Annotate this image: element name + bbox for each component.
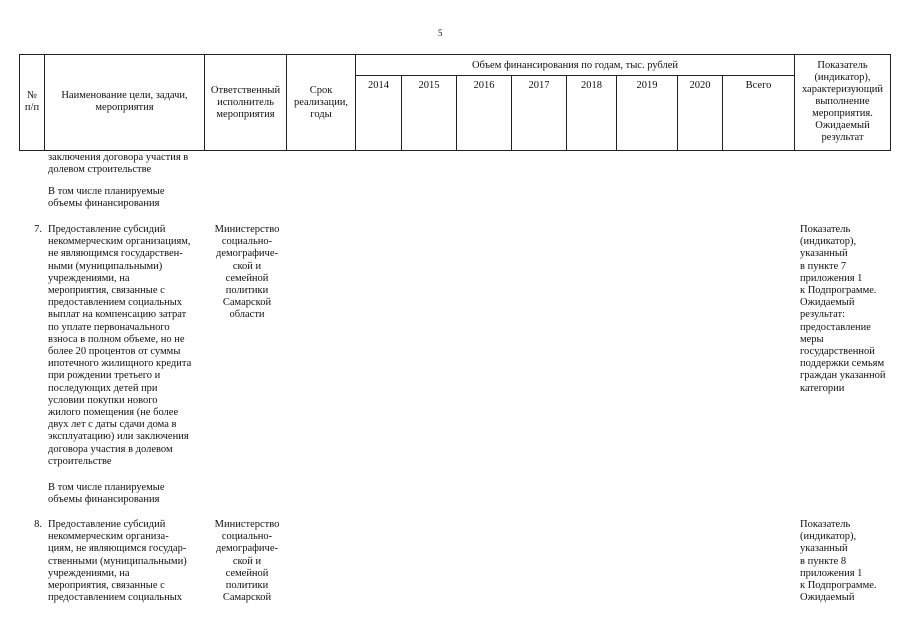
row-7-planned: В том числе планируемые объемы финансирования bbox=[48, 482, 165, 506]
header-num: № п/п bbox=[24, 90, 40, 113]
header-name: Наименование цели, задачи, мероприятия bbox=[61, 90, 188, 113]
header-total: Всего bbox=[745, 80, 772, 91]
header-financing: Объем финансирования по годам, тыс. рублей bbox=[471, 60, 679, 71]
header-year-2017: 2017 bbox=[528, 80, 550, 91]
header-year-2014: 2014 bbox=[368, 80, 389, 91]
col-border bbox=[890, 54, 891, 150]
row-8-responsible: Министерство социально- демографиче- ской и семейной политики Самарской bbox=[214, 519, 280, 604]
row-7-indicator: Показатель (индикатор), указанный в пункте 7 приложения 1 к Подпрограмме. Ожидаемый результат: предоставление меры государственной поддержки семьям граждан указанной категории bbox=[800, 224, 886, 394]
continuation-text: заключения договора участия в долевом строительстве bbox=[48, 152, 189, 176]
row-7-num: 7. bbox=[34, 224, 42, 235]
row-8-indicator: Показатель (индикатор), указанный в пункте 8 приложения 1 к Подпрограмме. Ожидаемый bbox=[800, 519, 877, 604]
header-indicator: Показатель (индикатор), характеризующий выполнение мероприятия. Ожидаемый результат bbox=[801, 60, 884, 143]
header-year-2015: 2015 bbox=[418, 80, 440, 91]
header-term: Срок реализации, годы bbox=[294, 85, 348, 120]
row-8-num: 8. bbox=[34, 519, 42, 530]
continuation-planned: В том числе планируемые объемы финансирования bbox=[48, 186, 165, 210]
header-year-2016: 2016 bbox=[473, 80, 495, 91]
header-responsible: Ответственный исполнитель мероприятия bbox=[210, 85, 281, 120]
row-7-name: Предоставление субсидий некоммерческим организациям, не являющимся государствен- ными (муниципальными) учреждениями, на мероприятия, связанные с предоставлением социальных выплат на компенсацию затрат по уплате первоначального взноса в полном объеме, но не более 20 процентов от суммы ипотечного жилищного кредита при рождении третьего и последующих детей при условии покупки нового жилого помещения (не более двух лет с даты сдачи дома в эксплуатацию) или заключения договора участия в долевом строительстве bbox=[48, 224, 192, 467]
page-number: 5 bbox=[438, 28, 443, 38]
header-top-border bbox=[19, 54, 891, 55]
header-bottom-border bbox=[19, 150, 891, 151]
header-year-2019: 2019 bbox=[636, 80, 658, 91]
row-8-name: Предоставление субсидий некоммерческим организа- циям, не являющимся государ- ственными (муниципальными) учреждениями, на мероприятия, связанные с предоставлением социальных bbox=[48, 519, 187, 604]
row-7-responsible: Министерство социально- демографиче- ской и семейной политики Самарской области bbox=[214, 224, 280, 321]
financing-subheader-border bbox=[355, 75, 794, 76]
header-year-2018: 2018 bbox=[581, 80, 602, 91]
header-year-2020: 2020 bbox=[689, 80, 711, 91]
